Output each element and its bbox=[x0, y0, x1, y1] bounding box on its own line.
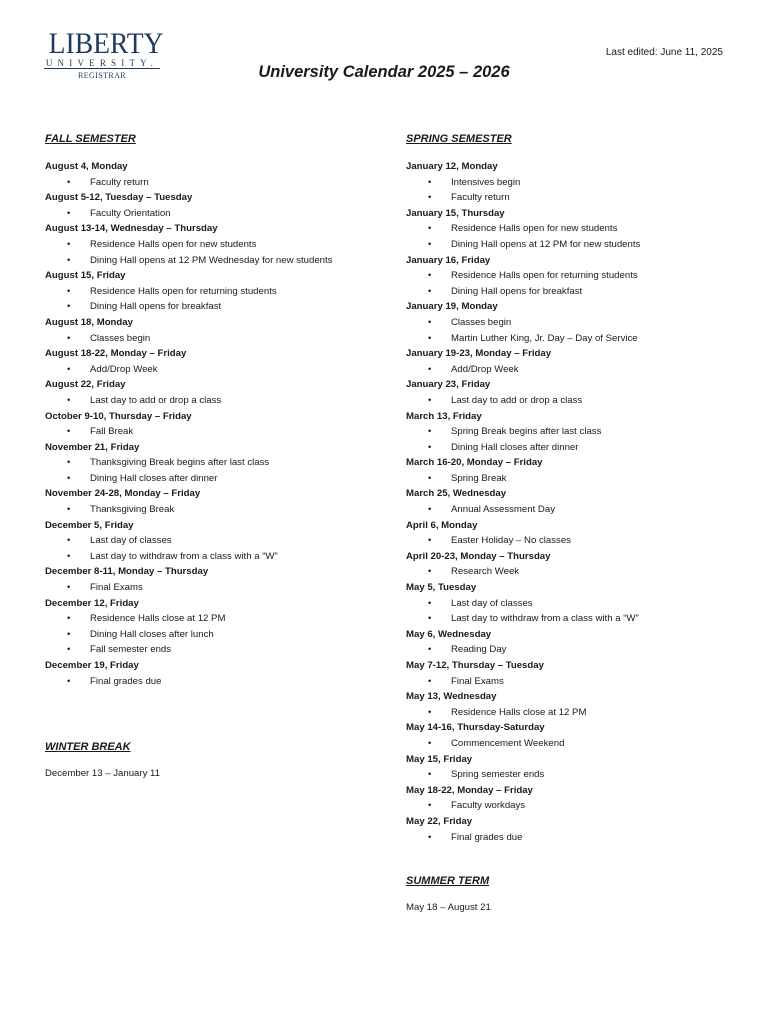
calendar-date: March 13, Friday bbox=[406, 410, 482, 422]
calendar-date: May 15, Friday bbox=[406, 753, 473, 765]
summer-term-section bbox=[406, 875, 706, 914]
logo-wordmark: LIBERTY bbox=[48, 27, 164, 60]
logo-subtitle: UNIVERSITY. bbox=[45, 58, 159, 68]
calendar-date: April 20-23, Monday – Thursday bbox=[406, 550, 551, 562]
calendar-event: • Faculty return bbox=[406, 190, 756, 206]
calendar-event: • Final Exams bbox=[406, 674, 756, 690]
calendar-date: May 13, Wednesday bbox=[406, 691, 497, 703]
calendar-event: • Martin Luther King, Jr. Day – Day of Service bbox=[406, 331, 756, 347]
calendar-event: • Spring Break bbox=[406, 471, 756, 487]
calendar-event: • Dining Hall opens for breakfast bbox=[406, 284, 756, 300]
calendar-date: May 5, Tuesday bbox=[406, 582, 477, 594]
calendar-event: • Dining Hall opens at 12 PM Wednesday for new students bbox=[45, 253, 395, 269]
calendar-date: December 12, Friday bbox=[45, 597, 139, 609]
calendar-event: • Commencement Weekend bbox=[406, 736, 756, 752]
calendar-event: • Dining Hall closes after lunch bbox=[45, 627, 395, 643]
calendar-date: December 19, Friday bbox=[45, 660, 139, 671]
winter-break-heading: WINTER BREAK bbox=[45, 741, 131, 753]
calendar-date: January 12, Monday bbox=[406, 161, 498, 172]
calendar-event: • Residence Halls open for returning students bbox=[406, 268, 756, 284]
calendar-event: • Residence Halls open for new students bbox=[45, 237, 395, 253]
calendar-date: August 22, Friday bbox=[45, 379, 126, 391]
calendar-date: November 21, Friday bbox=[45, 441, 140, 453]
winter-break-range: December 13 – January 11 bbox=[45, 768, 161, 779]
calendar-event: • Faculty return bbox=[45, 175, 395, 191]
calendar-date: December 5, Friday bbox=[45, 519, 134, 531]
calendar-event: • Last day of classes bbox=[45, 533, 395, 549]
fall-semester-heading: FALL SEMESTER bbox=[45, 133, 136, 145]
calendar-date: March 16-20, Monday – Friday bbox=[406, 457, 543, 469]
calendar-event: • Last day of classes bbox=[406, 596, 756, 612]
spring-semester-list bbox=[406, 159, 756, 845]
calendar-date: August 13-14, Wednesday – Thursday bbox=[45, 223, 218, 235]
calendar-date: May 14-16, Thursday-Saturday bbox=[406, 722, 545, 734]
calendar-event: • Spring semester ends bbox=[406, 767, 756, 783]
calendar-event: • Residence Halls open for new students bbox=[406, 221, 756, 237]
calendar-date: August 18, Monday bbox=[45, 316, 133, 328]
calendar-date: January 19-23, Monday – Friday bbox=[406, 348, 552, 360]
page-title: University Calendar 2025 – 2026 bbox=[258, 63, 510, 81]
calendar-date: August 5-12, Tuesday – Tuesday bbox=[45, 192, 193, 204]
calendar-event: • Residence Halls open for returning students bbox=[45, 284, 395, 300]
logo-department: REGISTRAR bbox=[77, 71, 127, 80]
spring-semester-heading: SPRING SEMESTER bbox=[406, 133, 512, 145]
calendar-event: • Dining Hall opens at 12 PM for new students bbox=[406, 237, 756, 253]
calendar-date: May 22, Friday bbox=[406, 815, 473, 827]
calendar-event: • Last day to withdraw from a class with a “W” bbox=[406, 611, 756, 627]
calendar-event: • Final Exams bbox=[45, 580, 395, 596]
calendar-event: • Classes begin bbox=[45, 331, 395, 347]
calendar-event: • Classes begin bbox=[406, 315, 756, 331]
calendar-event: • Spring Break begins after last class bbox=[406, 424, 756, 440]
calendar-event: • Faculty workdays bbox=[406, 798, 756, 814]
calendar-event: • Residence Halls close at 12 PM bbox=[45, 611, 395, 627]
calendar-date: March 25, Wednesday bbox=[406, 488, 507, 500]
last-edited-date: Last edited: June 11, 2025 bbox=[605, 47, 723, 58]
calendar-date: April 6, Monday bbox=[406, 519, 478, 531]
winter-break-section bbox=[45, 741, 345, 780]
calendar-event: • Reading Day bbox=[406, 642, 756, 658]
calendar-date: October 9-10, Thursday – Friday bbox=[45, 410, 192, 422]
fall-semester-column bbox=[45, 133, 395, 689]
calendar-date: November 24-28, Monday – Friday bbox=[45, 488, 201, 500]
calendar-event: • Residence Halls close at 12 PM bbox=[406, 705, 756, 721]
calendar-event: • Research Week bbox=[406, 564, 756, 580]
calendar-event: • Last day to add or drop a class bbox=[45, 393, 395, 409]
calendar-event: • Dining Hall closes after dinner bbox=[45, 471, 395, 487]
calendar-date: August 18-22, Monday – Friday bbox=[45, 348, 187, 360]
calendar-event: • Dining Hall closes after dinner bbox=[406, 440, 756, 456]
calendar-event: • Add/Drop Week bbox=[45, 362, 395, 378]
summer-term-heading: SUMMER TERM bbox=[406, 875, 490, 887]
calendar-event: • Intensives begin bbox=[406, 175, 756, 191]
fall-semester-list bbox=[45, 159, 395, 689]
summer-term-range: May 18 – August 21 bbox=[406, 902, 491, 913]
calendar-date: January 15, Thursday bbox=[406, 207, 505, 219]
calendar-date: January 23, Friday bbox=[406, 379, 491, 391]
calendar-event: • Easter Holiday – No classes bbox=[406, 533, 756, 549]
calendar-date: May 18-22, Monday – Friday bbox=[406, 784, 533, 796]
calendar-date: August 4, Monday bbox=[45, 161, 128, 172]
calendar-event: • Fall semester ends bbox=[45, 642, 395, 658]
calendar-event: • Thanksgiving Break begins after last class bbox=[45, 455, 395, 471]
calendar-event: • Final grades due bbox=[406, 830, 756, 846]
calendar-event: • Fall Break bbox=[45, 424, 395, 440]
spring-semester-column bbox=[406, 133, 756, 845]
calendar-date: May 6, Wednesday bbox=[406, 628, 492, 640]
calendar-date: January 19, Monday bbox=[406, 301, 498, 313]
calendar-event: • Add/Drop Week bbox=[406, 362, 756, 378]
calendar-event: • Thanksgiving Break bbox=[45, 502, 395, 518]
calendar-date: August 15, Friday bbox=[45, 270, 126, 282]
calendar-event: • Last day to withdraw from a class with a “W” bbox=[45, 549, 395, 565]
calendar-date: January 16, Friday bbox=[406, 254, 491, 266]
calendar-date: May 7-12, Thursday – Tuesday bbox=[406, 660, 544, 671]
calendar-event: • Final grades due bbox=[45, 674, 395, 690]
calendar-event: • Annual Assessment Day bbox=[406, 502, 756, 518]
calendar-event: • Dining Hall opens for breakfast bbox=[45, 299, 395, 315]
calendar-event: • Faculty Orientation bbox=[45, 206, 395, 222]
calendar-event: • Last day to add or drop a class bbox=[406, 393, 756, 409]
calendar-date: December 8-11, Monday – Thursday bbox=[45, 566, 209, 578]
